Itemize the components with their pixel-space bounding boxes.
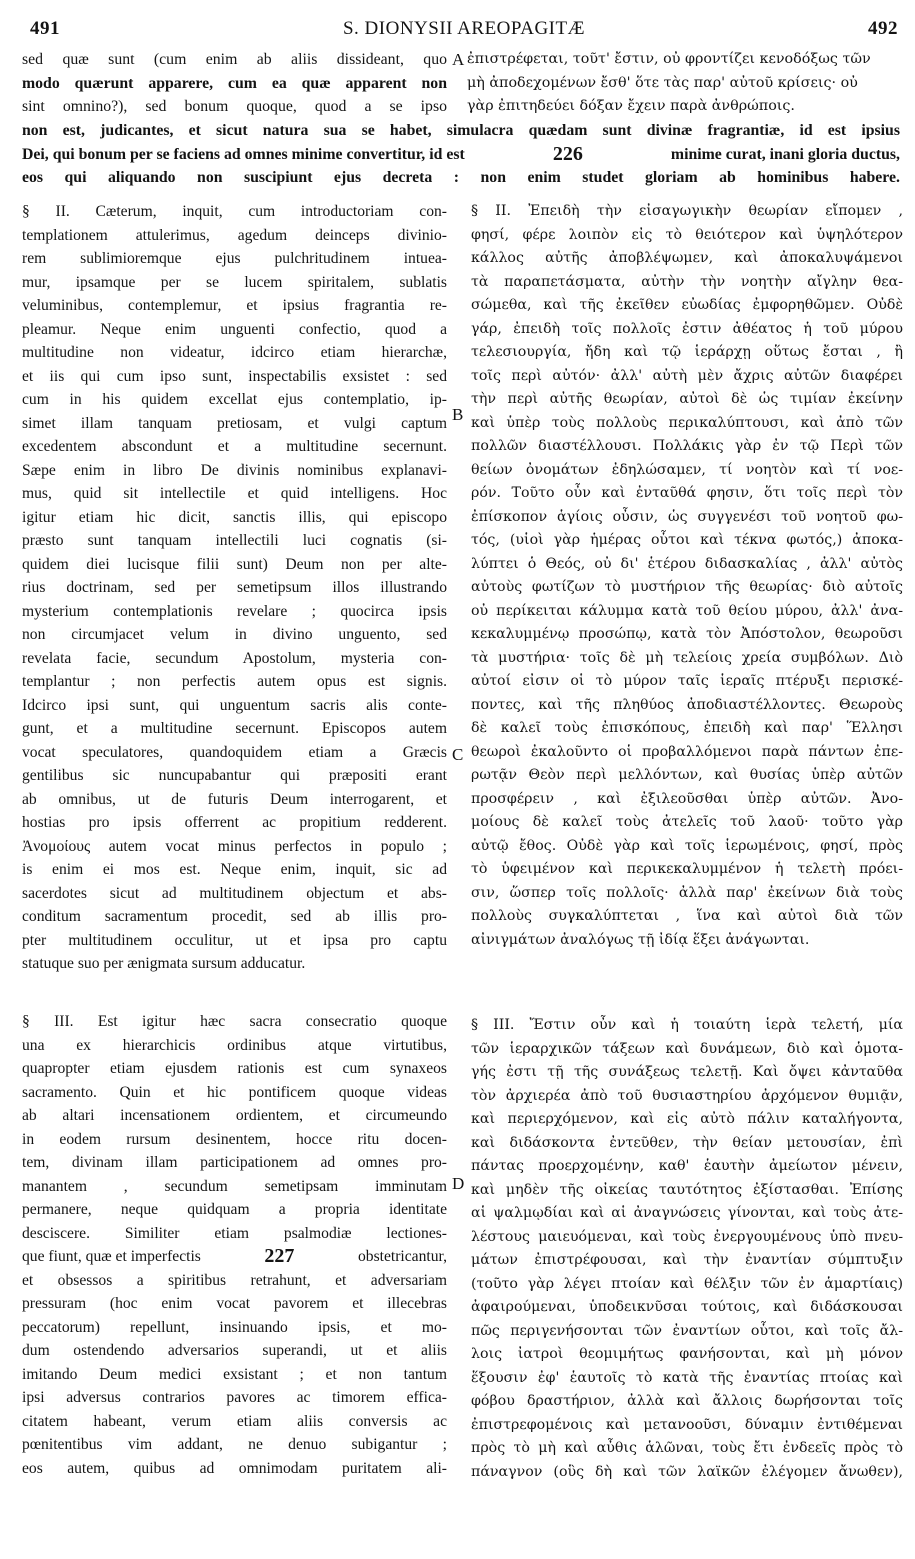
text-line: δὲ καλεῖ τοὺς ἐπισκόπους, ἐπειδὴ καὶ παρ' Ἕλλησι [471, 720, 903, 736]
latin-column-section-2 [22, 200, 447, 976]
text-line: τὰ μυστήρια· τοῖς δὲ μὴ τελείοις χρεία συμβόλων. Διὸ [471, 649, 903, 666]
text-line: καὶ περιερχόμενον, καὶ εἰς αὐτὸ πάλιν καταλήγοντα, [471, 1111, 903, 1127]
text-line: is enim ei mos est. Neque enim, inquit, sic ad [22, 861, 447, 878]
column-number-226: 226 [552, 142, 583, 165]
text-line: statuque suo per ænigmata sursum adducatur. [22, 955, 306, 972]
text-line: αἱ ψαλμῳδίαι καὶ αἱ ἀναγνώσεις γίνονται, καὶ τοὺς ἀτε- [471, 1205, 903, 1221]
text-line: permanere, neque quidquam a propria identitate [22, 1201, 447, 1218]
text-line: αὐτοί εἰσιν οἱ τὸ μύρον ταῖς ἱεραῖς πτέρυξι περισκέ- [471, 673, 903, 689]
text-line: ipsi adversus contrarios pavores ac timorem effica- [22, 1389, 447, 1406]
text-line: πάναγνον (οὓς δὴ καὶ τῶν λαϊκῶν ἐλέγομεν ἄνωθεν), [471, 1463, 903, 1480]
text-line: revelata facie, secundum Apostolum, mysteria con- [22, 649, 447, 667]
text-line: et obsessos a spiritibus retrahunt, et adversariam [22, 1271, 447, 1289]
text-line: gunt, et a multitudine secernunt. Episcopos autem [22, 720, 447, 737]
margin-letter-c: C [452, 745, 464, 764]
text-line: μάτων ἐπιστρέφουσαι, καὶ τὴν ἐναντίαν σύμπτυξιν [471, 1252, 903, 1268]
text-line: sacerdotes sicut ad multitudinem objectum et abs- [22, 884, 447, 902]
text-line: simet illam tanquam pretiosam, et vulgi captum [22, 414, 447, 432]
text-line: σιν, ὥσπερ τοῖς πολλοῖς· ἀλλὰ παρ' ἐκείνων διὰ τοὺς [471, 884, 903, 901]
text-line: modo quærunt apparere, cum ea quæ apparent non [22, 74, 447, 92]
text-line: et iis qui cum ipso sunt, inspectabilis exsistet : sed [22, 367, 447, 385]
text-line: λοις ἰατροὶ θεομιμήτως φανήσονται, καὶ μὴ μόνον [471, 1346, 903, 1362]
text-line: mur, ipsamque per se lucem spiritalem, sublatis [22, 273, 447, 291]
text-line: manantem , secundum semetipsam imminutam [22, 1177, 447, 1195]
text-line: rem sublimioremque ejus pulchritudinem intuea- [22, 250, 447, 267]
text-line: conditum sacramentum procedit, sed ab illis pro- [22, 908, 447, 925]
text-line: una ex hierarchicis ordinibus atque virtutibus, [22, 1036, 447, 1054]
text-line: τῶν ἱεραρχικῶν τάξεων καὶ δυνάμεων, διὸ καὶ ὁμοτα- [471, 1040, 903, 1057]
text-line: λέστους μαιευόμεναι, καὶ τοὺς ἐνεργουμένους ὑπὸ πνευ- [471, 1228, 903, 1245]
column-number-227: 227 [264, 1245, 295, 1267]
greek-column-section-3 [471, 1014, 903, 1484]
text-line: σώμεθα, καὶ τῆς ἐκεῖθεν εὐωδίας ἐμφορηθῶμεν. Οὐδὲ [471, 297, 903, 313]
text-line: non est, judicantes, et sicut natura sua se habet, simulacra quædam sunt divinæ fragrantiæ, id est ipsius [22, 122, 900, 139]
text-line: in eodem rursum desinentem, hocce ritu docen- [22, 1130, 447, 1148]
text-fragment: Dei, qui bonum per se faciens ad omnes minime convertitur, id est [22, 145, 465, 163]
text-line: θεωροὶ ἐκαλοῦντο οἱ προβαλλόμενοι παρὰ πάντων ἐπε- [471, 743, 903, 760]
text-line: τὸν ἀρχιερέα ἀπὸ τοῦ θυσιαστηρίου ἀρχόμενον θυμιᾷν, [471, 1087, 903, 1104]
text-line: § III. Est igitur hæc sacra consecratio quoque [22, 1013, 447, 1030]
text-line: πολλῶν διαστέλλουσι. Πολλάκις γὰρ ἐν τῷ Περὶ τῶν [471, 438, 903, 454]
text-line: θείων ὀνομάτων ἐδηλώσαμεν, τί νοητὸν καὶ τί νοε- [471, 461, 903, 478]
text-line: non circumjacet velum in divino unguento, sed [22, 626, 447, 643]
text-line: ab omnibus, ut de futuris Deum interrogarent, et [22, 790, 447, 808]
text-line [22, 1245, 447, 1269]
greek-column-section-2 [471, 200, 903, 952]
text-line: desciscere. Similiter etiam psalmodiæ lectiones- [22, 1224, 447, 1242]
text-line: πῶς περιγενήσονται τῶν ἐναντίων οὗτοι, καὶ τοῖς ἄλ- [471, 1322, 903, 1339]
text-line: καὶ ὑπὲρ τοὺς πολλοὺς περικαλύπτουσι, καὶ ἀπὸ τῶν [471, 414, 903, 431]
text-line: λύπτει ὁ Θεός, οὐ δι' ἑτέρου διδασκαλίας , ἀλλ' αὐτὸς [471, 555, 903, 572]
text-line: sint omnino?), sed bonum quoque, quod a se ipso [22, 98, 447, 115]
text-line: ἐπίσκοπον ἁγίοις οὖσιν, ὡς συγγενέσι τοῦ νοητοῦ φω- [471, 508, 903, 525]
text-line: præsto sunt tanquam intellectili luci cognatis (si- [22, 532, 447, 549]
top-greek-block [467, 48, 907, 119]
text-line: vocat speculatores, quandoquidem etiam a Græcis [22, 743, 447, 761]
text-line: τοῖς περὶ αὐτόν· ἀλλ' αὐτὴ μὲν ἄχρις αὐτῶν διαφέρει [471, 367, 903, 384]
text-line: cum in his quidem excellat ejus contemplatio, ip- [22, 391, 447, 408]
text-line: (τοῦτο γὰρ λέγει πτοίαν καὶ θέλξιν τῶν ἐν ἁμαρτίαις) [471, 1275, 903, 1292]
text-line: sacramento. Quin et hic pontificem quoque videas [22, 1083, 447, 1101]
text-line: αὐτοὺς φωτίζων τὸ μυστήριον τῆς θεωρίας· διὸ αὐτοῖς [471, 579, 903, 595]
full-width-block [22, 119, 900, 190]
text-line: καὶ μηδὲν τῆς οἰκείας ταυτότητος ἐξίστασθαι. Ἐπίσης [471, 1181, 903, 1198]
text-line: citatem habeant, verum etiam aliis conversis ac [22, 1412, 447, 1430]
text-line: mus, quid sit intellectile et quid intelligens. Hoc [22, 485, 447, 502]
text-line: γάρ, ἐπειδὴ τοῖς πολλοῖς ἐστιν ἀθέατος ἡ τοῦ μύρου [471, 320, 903, 337]
text-line: πρὸς τὸ μὴ καὶ αὖθις ἁλῶναι, τοὺς ἔτι ἐνδεεῖς πρὸς τὸ [471, 1440, 903, 1456]
text-line: sed quæ sunt (cum enim ab aliis dissideant, quo [22, 51, 447, 68]
running-title: S. DIONYSII AREOPAGITÆ [342, 18, 585, 39]
text-line: φόβου δραστήριον, ἀλλὰ καὶ ἄλλοις δωρήσονται τοῖς [471, 1393, 903, 1409]
text-line: φησί, φέρε λοιπὸν εἰς τὸ θειότερον καὶ ὑψηλότερον [471, 226, 903, 243]
text-line: quidem diei lucisque filii sunt) Deum non per alte- [22, 555, 447, 573]
text-line: tem, divinam illam participationem ad omnes pro- [22, 1154, 447, 1171]
top-latin-block [22, 48, 447, 119]
text-line: templantur ; non perfectis autem opus est signis. [22, 673, 447, 690]
text-fragment: obstetricantur, [357, 1248, 447, 1265]
text-line: γὰρ ἐπιτηδεύει δόξαν ἔχειν παρὰ ἀνθρώποις. [467, 98, 795, 114]
text-line: veluminibus, contemplemur, et ipsius fragrantia re- [22, 297, 447, 314]
margin-letter-a: A [452, 50, 465, 69]
text-line: τός, (υἱοὶ γὰρ ἡμέρας οὗτοι καὶ τέκνα φωτός,) ἀποκα- [471, 532, 903, 548]
text-line [22, 143, 900, 167]
text-line: peccatorum) repellunt, insinuando ipsis, et mo- [22, 1318, 447, 1336]
text-line: μὴ ἀποδεχομένων ἔσθ' ὅτε τὰς παρ' αὐτοῦ κρίσεις· οὐ [467, 74, 858, 91]
text-line: eos autem, quibus ad omnimodam puritatem ali- [22, 1459, 447, 1477]
text-line: pleamur. Neque enim unguenti confectio, quod a [22, 320, 447, 338]
page-number-right: 492 [868, 18, 898, 39]
text-line: πάντας προερχομένην, καθ' ἑαυτὴν ἀμείωτον μένειν, [471, 1158, 903, 1174]
text-line: multitudine non videatur, idcirco etiam hierarchæ, [22, 344, 447, 361]
text-line: dum ostendendo adversarios superandi, ut et aliis [22, 1342, 447, 1359]
text-line: τὸ ὑφειμένον καὶ περικεκαλυμμένον ἡ τελετὴ πρόει- [471, 861, 903, 877]
text-line: eos qui aliquando non suscipiunt ejus decreta : non enim studet gloriam ab hominibus habere. [22, 169, 900, 186]
text-line: ἀφαιρούμεναι, ὑποδεικνῦσαι τούτοις, καὶ διδάσκουσαι [471, 1299, 903, 1315]
text-line: καὶ διδάσκοντα ἐντεῦθεν, τὴν θείαν μετουσίαν, ἐπὶ [471, 1134, 903, 1151]
page-number-left: 491 [30, 18, 60, 39]
text-fragment: minime curat, inani gloria ductus, [670, 145, 900, 163]
text-line: Sæpe enim in libro De divinis nominibus explanavi- [22, 461, 447, 479]
text-line: excedentem abscondunt et a multitudine secernunt. [22, 438, 447, 455]
text-line: § II. Cæterum, inquit, cum introductoriam con- [22, 203, 447, 220]
text-line: ἕξουσιν ἐφ' ἑαυτοῖς τὸ κατὰ τῆς ἐναντίας πτοίας καὶ [471, 1369, 903, 1386]
margin-letter-d: D [452, 1174, 465, 1193]
text-line: imitando Deum medici exsistant ; et non tantum [22, 1365, 447, 1383]
text-line: pressuram (hoc enim vocat pavorem et illecebras [22, 1295, 447, 1312]
margin-letter-b: B [452, 405, 464, 424]
text-line: μοίους δὲ καλεῖ τοὺς ἀτελεῖς τοῦ λαοῦ· τοῦτο γὰρ [471, 814, 903, 830]
text-line: ποντες, καὶ τῆς πληθύος ἀποδιαστέλλοντες. Θεωροὺς [471, 696, 903, 713]
text-line: πολλοὺς συγκαλύπτεται , ἵνα καὶ αὐτοὶ διὰ τῶν [471, 908, 903, 924]
text-line: κάλλος αὐτῆς ἀποβλέψωμεν, καὶ ἀποκαλυψάμενοι [471, 250, 903, 266]
text-line: κεκαλυμμένῳ προσώπῳ, κατὰ τὸν Ἀπόστολον, θεωροῦσι [471, 626, 903, 642]
text-line: § II. Ἐπειδὴ τὴν εἰσαγωγικὴν θεωρίαν εἴπομεν , [471, 203, 903, 219]
text-line: ab altari incensationem ordientem, et circumeundo [22, 1107, 447, 1124]
text-line: οὐ περίκειται κάλυμμα κατὰ τοῦ θείου μύρου, ἀλλ' ἀνα- [471, 602, 903, 619]
text-fragment: que fiunt, quæ et imperfectis [22, 1248, 201, 1265]
text-line: gentilibus sic nuncupabantur qui præpositi erant [22, 767, 447, 784]
text-line: ρωτᾷν Θεὸν περὶ μελλόντων, καὶ θυσίας ὑπὲρ αὐτῶν [471, 767, 903, 783]
text-line: hostias pro ipsis offerrent ac propitium redderent. [22, 814, 447, 831]
text-line: pœnitentibus vim addant, ne denuo subigantur ; [22, 1436, 447, 1453]
text-line: ἐπιστρέφεται, τοῦτ' ἔστιν, οὐ φροντίζει κενοδόξως τῶν [467, 51, 871, 67]
text-line: igitur etiam hic dicit, sanctis illis, qui episcopo [22, 508, 447, 526]
text-line: quapropter etiam ejusdem rationis est cum synaxeos [22, 1060, 447, 1077]
text-line: Ἀνομοίους autem vocat minus perfectos in populo ; [22, 837, 447, 855]
page-header [30, 18, 898, 48]
text-line: τὴν περὶ αὐτῆς θεωρίαν, αὐτοὶ δὲ ὡς τιμίαν ἐκείνην [471, 391, 903, 407]
text-line: προσφέρειν , καὶ ἐξιλεοῦσθαι ὑπὲρ αὐτῶν. Ἀνο- [471, 790, 903, 807]
text-line: pter multitudinem occulitur, ut et ipsa pro captu [22, 931, 447, 949]
latin-column-section-3 [22, 1010, 447, 1480]
text-line: τελεσιουργία, ἤδη καὶ τῷ ἱεράρχῃ οὕτως ἔσται , ἢ [471, 344, 903, 360]
text-line: templationem attulerimus, agedum deinceps divinio- [22, 226, 447, 244]
text-line: γής ἐστι τῇ τῆς συνάξεως τελετῇ. Καὶ ὄψει κἀνταῦθα [471, 1064, 903, 1080]
text-line: § III. Ἔστιν οὖν καὶ ἡ τοιαύτη ἱερὰ τελετή, μία [471, 1017, 903, 1033]
text-line: mysterium contemplationis revelare ; quocirca ipsis [22, 602, 447, 620]
text-line: rius doctrinam, sed per semetipsum illos illustrando [22, 579, 447, 596]
text-line: ἐπιστρεφομένοις καὶ μετανοοῦσι, δύναμιν ἐντιθέμεναι [471, 1416, 903, 1433]
text-line: ρόν. Τοῦτο οὖν καὶ ἐνταῦθά φησιν, ὅτι τοῖς περὶ τὸν [471, 485, 903, 501]
text-line: τὰ παραπετάσματα, αὐτὴν τὴν νοητὴν αἴγλην θεα- [471, 273, 903, 290]
text-line: Idcirco ipsi sunt, qui unguentum sacris alis conte- [22, 696, 447, 714]
text-line: αὐτῷ ἔθος. Οὐδὲ γὰρ καὶ τοῖς ἱερωμένοις, φησί, πρὸς [471, 837, 903, 854]
text-line: αἰνιγμάτων ἀναλόγως τῇ ἰδίᾳ ἕξει ἀνάγωνται. [471, 931, 810, 948]
